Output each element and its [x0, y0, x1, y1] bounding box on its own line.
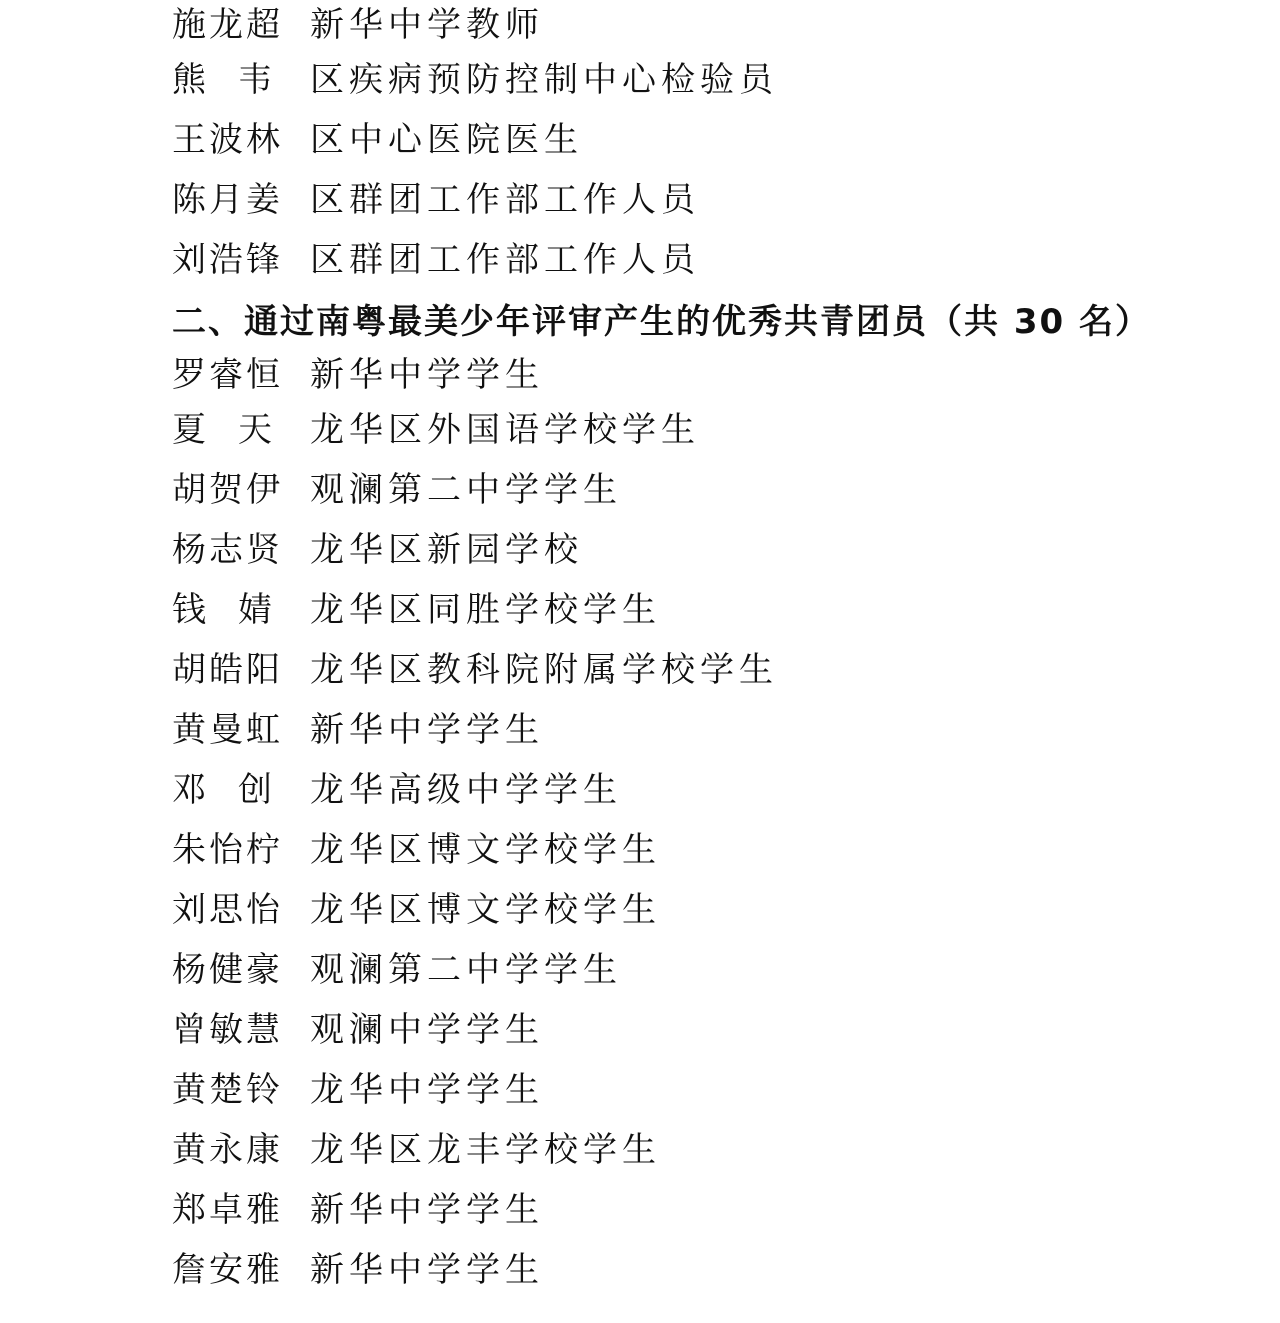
list-item — [172, 110, 1252, 170]
member-role: 观澜第二中学学生 — [310, 950, 622, 990]
member-name: 王波林 — [172, 120, 283, 160]
member-name: 曾敏慧 — [172, 1010, 283, 1050]
member-role: 龙华区外国语学校学生 — [310, 410, 700, 450]
member-name: 胡皓阳 — [172, 650, 283, 690]
member-role: 新华中学学生 — [310, 355, 544, 395]
name-character: 钱 — [172, 590, 206, 630]
member-role: 区群团工作部工作人员 — [310, 180, 700, 220]
member-name — [172, 580, 272, 640]
list-item — [172, 170, 1252, 230]
member-name — [172, 760, 272, 820]
member-role: 龙华区新园学校 — [310, 530, 583, 570]
name-character: 邓 — [172, 770, 206, 810]
name-character: 夏 — [172, 410, 206, 450]
member-role: 龙华高级中学学生 — [310, 770, 622, 810]
name-character: 天 — [238, 410, 272, 450]
list-item — [172, 50, 1252, 110]
list-item — [172, 640, 1252, 700]
member-name: 朱怡柠 — [172, 830, 283, 870]
list-item — [172, 700, 1252, 760]
list-item — [172, 940, 1252, 1000]
list-item — [172, 0, 1252, 50]
list-item — [172, 1120, 1252, 1180]
member-role: 新华中学学生 — [310, 1250, 544, 1290]
list-item — [172, 880, 1252, 940]
member-role: 龙华区同胜学校学生 — [310, 590, 661, 630]
list-item — [172, 820, 1252, 880]
member-role: 龙华区博文学校学生 — [310, 830, 661, 870]
member-name: 黄曼虹 — [172, 710, 283, 750]
name-character: 韦 — [238, 60, 272, 100]
section2-list — [172, 350, 1252, 1300]
member-name: 陈月姜 — [172, 180, 283, 220]
member-name: 杨健豪 — [172, 950, 283, 990]
member-role: 区群团工作部工作人员 — [310, 240, 700, 280]
member-name: 黄永康 — [172, 1130, 283, 1170]
member-role: 龙华中学学生 — [310, 1070, 544, 1110]
member-role: 新华中学学生 — [310, 1190, 544, 1230]
list-item — [172, 580, 1252, 640]
list-item — [172, 1180, 1252, 1240]
member-name: 黄楚铃 — [172, 1070, 283, 1110]
name-character: 熊 — [172, 60, 206, 100]
list-item — [172, 350, 1252, 400]
section1-list — [172, 0, 1252, 290]
list-item — [172, 1000, 1252, 1060]
list-item — [172, 1060, 1252, 1120]
member-name: 罗睿恒 — [172, 355, 283, 395]
member-role: 新华中学学生 — [310, 710, 544, 750]
member-role: 观澜中学学生 — [310, 1010, 544, 1050]
list-item — [172, 520, 1252, 580]
member-role: 龙华区博文学校学生 — [310, 890, 661, 930]
document-page — [172, 0, 1252, 1300]
member-role: 龙华区龙丰学校学生 — [310, 1130, 661, 1170]
list-item — [172, 400, 1252, 460]
member-name: 刘浩锋 — [172, 240, 283, 280]
member-name: 詹安雅 — [172, 1250, 283, 1290]
member-name — [172, 400, 272, 460]
list-item — [172, 760, 1252, 820]
name-character: 婧 — [238, 590, 272, 630]
member-name: 施龙超 — [172, 5, 283, 45]
member-role: 区中心医院医生 — [310, 120, 583, 160]
name-character: 创 — [238, 770, 272, 810]
member-role: 龙华区教科院附属学校学生 — [310, 650, 778, 690]
member-role: 观澜第二中学学生 — [310, 470, 622, 510]
member-name: 杨志贤 — [172, 530, 283, 570]
list-item — [172, 460, 1252, 520]
member-role: 新华中学教师 — [310, 5, 544, 45]
section2-heading: 二、通过南粤最美少年评审产生的优秀共青团员（共 30 名） — [172, 302, 1151, 342]
member-name: 刘思怡 — [172, 890, 283, 930]
list-item — [172, 1240, 1252, 1300]
member-name: 胡贺伊 — [172, 470, 283, 510]
member-name: 郑卓雅 — [172, 1190, 283, 1230]
list-item — [172, 230, 1252, 290]
member-name — [172, 50, 272, 110]
member-role: 区疾病预防控制中心检验员 — [310, 60, 778, 100]
